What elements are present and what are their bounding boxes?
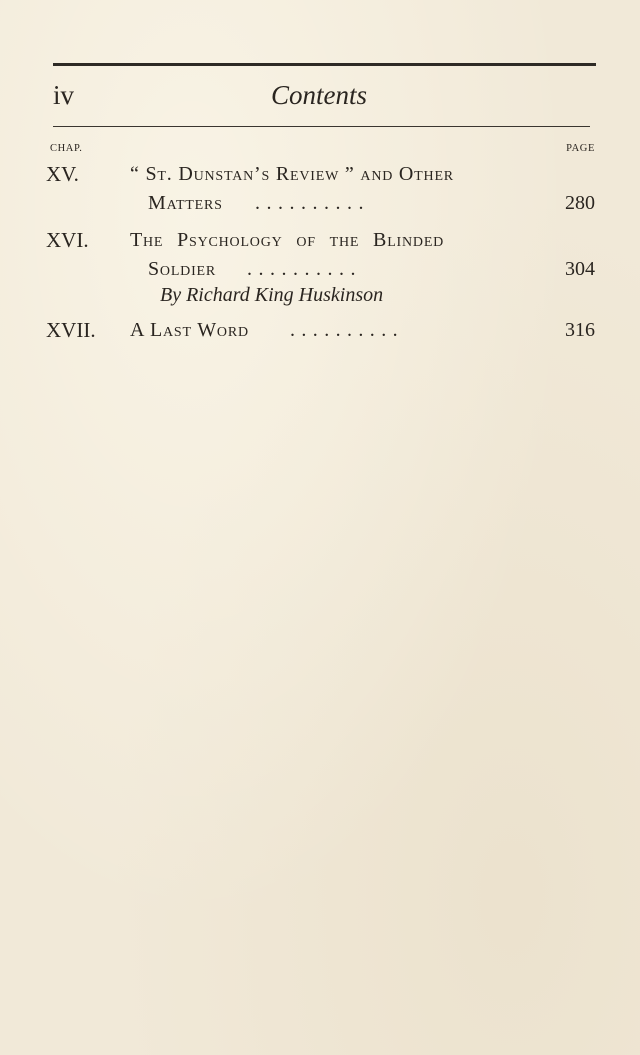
chapter-number: XV.	[46, 162, 79, 186]
page-column-label: PAGE	[566, 143, 595, 154]
toc-entry-xvi-line1	[0, 226, 640, 254]
page-number-folio: iv	[53, 80, 75, 110]
chapter-number: XVII.	[46, 318, 96, 342]
chapter-page-number: 316	[565, 319, 595, 341]
header-rule	[53, 126, 590, 127]
chapter-title: A Last Word	[130, 319, 249, 341]
toc-entry-xvi-line2	[0, 255, 640, 283]
chapter-number: XVI.	[46, 228, 89, 252]
chapter-page-number: 280	[565, 192, 595, 214]
chap-column-label: CHAP.	[50, 143, 83, 154]
chapter-title: “ St. Dunstan’s Review ” and Other	[130, 163, 454, 185]
chapter-title-continued: Soldier	[148, 258, 217, 280]
chapter-title-continued: Matters	[148, 192, 223, 214]
chapter-title: The Psychology of the Blinded	[130, 229, 445, 251]
toc-entry-xv-line2	[0, 189, 640, 217]
dot-leaders: ..........	[255, 192, 370, 214]
running-head-text: Contents	[270, 80, 367, 110]
toc-entry-xvii-line1	[0, 316, 640, 344]
running-head	[0, 82, 640, 109]
top-rule	[53, 63, 596, 66]
toc-entry-xv-line1	[0, 160, 640, 188]
chapter-author: By Richard King Huskinson	[160, 284, 384, 306]
dot-leaders: ..........	[290, 319, 404, 341]
chapter-page-number: 304	[565, 258, 595, 280]
dot-leaders: ..........	[247, 258, 362, 280]
toc-entry-xvi-author	[0, 281, 640, 309]
